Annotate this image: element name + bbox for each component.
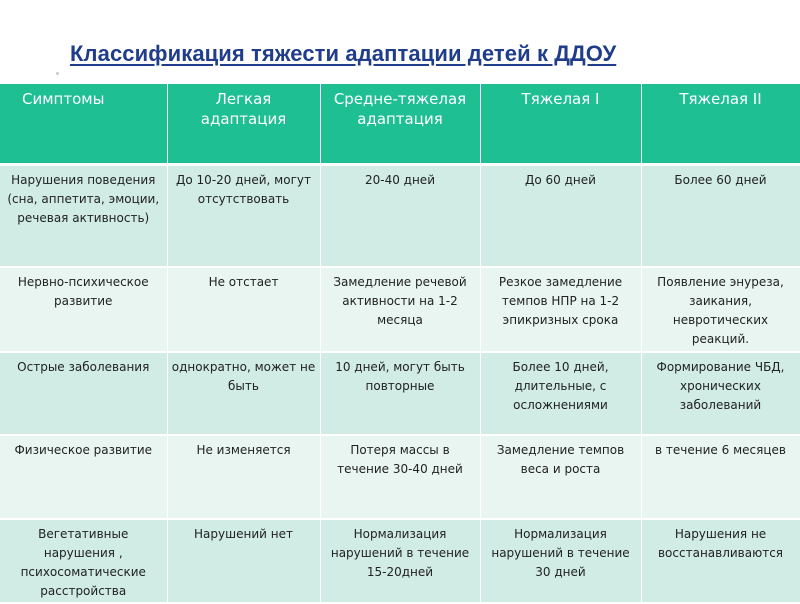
table-cell: Нормализация нарушений в течение 15-20дней [320,519,480,603]
table-cell: Потеря массы в течение 30-40 дней [320,435,480,519]
table-row [0,267,800,352]
table-cell: Нарушения не восстанавливаются [641,519,800,603]
table-cell: 10 дней, могут быть повторные [320,352,480,435]
table-cell: Нарушений нет [167,519,320,603]
table-cell: Острые заболевания [0,352,167,435]
table-cell: Не изменяется [167,435,320,519]
header-severe-1: Тяжелая I [480,84,641,164]
table-cell: Резкое замедление темпов НПР на 1-2 эпикризных срока [480,267,641,352]
table-row [0,435,800,519]
table-cell: Замедление темпов веса и роста [480,435,641,519]
table-row [0,519,800,603]
table-header-row [0,84,800,164]
table-cell: Нормализация нарушений в течение 30 дней [480,519,641,603]
header-symptoms: Симптомы [0,84,167,164]
decorative-dot [56,72,59,75]
table-row [0,352,800,435]
page-title: Классификация тяжести адаптации детей к ДДОУ [70,41,617,66]
header-light: Легкая адаптация [167,84,320,164]
table-cell: однократно, может не быть [167,352,320,435]
table-cell: 20-40 дней [320,164,480,267]
adaptation-table [0,84,800,604]
table-cell: в течение 6 месяцев [641,435,800,519]
table-cell: Не отстает [167,267,320,352]
table-cell: Нарушения поведения (сна, аппетита, эмоции, речевая активность) [0,164,167,267]
table-cell: Более 10 дней, длительные, с осложнениями [480,352,641,435]
table-cell: Формирование ЧБД, хронических заболеваний [641,352,800,435]
table-cell: Нервно-психическое развитие [0,267,167,352]
table-cell: Более 60 дней [641,164,800,267]
table-cell: Физическое развитие [0,435,167,519]
table-cell: До 60 дней [480,164,641,267]
table-cell: Вегетативные нарушения , психосоматические расстройства [0,519,167,603]
table-cell: Замедление речевой активности на 1-2 месяца [320,267,480,352]
header-medium: Средне-тяжелая адаптация [320,84,480,164]
table-row [0,164,800,267]
table-cell: До 10-20 дней, могут отсутствовать [167,164,320,267]
table-cell: Появление энуреза, заикания, невротических реакций. [641,267,800,352]
header-severe-2: Тяжелая II [641,84,800,164]
